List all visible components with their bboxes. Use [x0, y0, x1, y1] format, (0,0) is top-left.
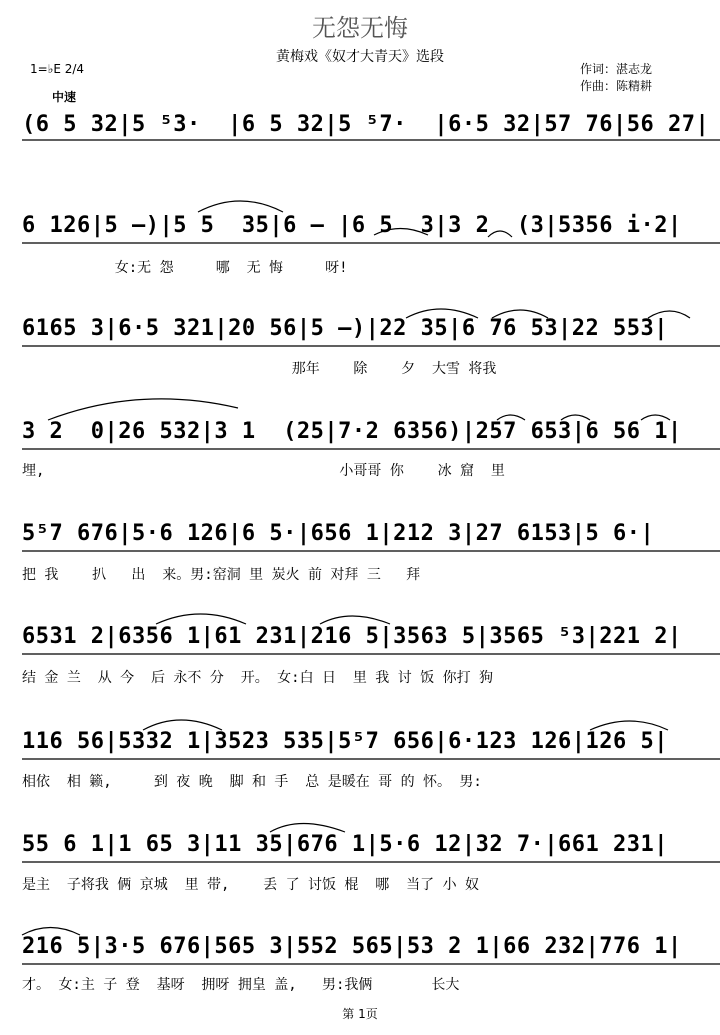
composer-credit: 作曲：陈精耕	[580, 79, 653, 93]
score-row-6	[0, 624, 720, 686]
notation-line: 6165 3|6·5 321|20 56|5 –)|22 35|6 76 53|22 553|	[22, 316, 669, 341]
notation-line: 6531 2|6356 1|61 231|216 5|3563 5|3565 ⁵3|221 2|	[22, 624, 682, 649]
score-row-4	[0, 419, 720, 479]
lyrics-line: 是主 子将我 俩 京城 里 带, 丢 了 讨饭 棍 哪 当了 小 奴	[22, 877, 480, 893]
lyrics-line: 结 金 兰 从 今 后 永不 分 开。 女:白 日 里 我 讨 饭 你打 狗	[22, 670, 494, 686]
score-row-1	[0, 112, 720, 152]
lyrics-line: 把 我 扒 出 来。男:窑洞 里 炭火 前 对拜 三 拜	[22, 567, 421, 583]
notation-line: (6 5 32|5 ⁵3· |6 5 32|5 ⁵7· |6·5 32|57 76|56 27|	[22, 112, 710, 137]
lyrics-line: 埋, 小哥哥 你 冰 窟 里	[22, 463, 505, 479]
page-title: 无怨无悔	[312, 14, 408, 42]
notation-line: 216 5|3·5 676|565 3|552 565|53 2 1|66 232|776 1|	[22, 934, 682, 959]
score-row-8	[0, 832, 720, 893]
notation-line: 5⁵7 676|5·6 126|6 5·|656 1|212 3|27 6153|5 6·|	[22, 521, 655, 546]
notation-line: 3 2 0|26 532|3 1 (25|7·2 6356)|257 653|6 56 1|	[22, 419, 682, 444]
score-row-2	[0, 213, 720, 276]
lyricist-credit: 作词：湛志龙	[580, 62, 653, 76]
lyrics-line: 女:无 怨 哪 无 悔 呀!	[22, 260, 348, 276]
notation-line: 6 126|5 –)|5 5 35|6 – |6 5 3|3 2 (3|5356 i·2|	[22, 213, 682, 238]
score-row-7	[0, 729, 720, 790]
score-row-9	[0, 934, 720, 993]
page-subtitle: 黄梅戏《奴才大青天》选段	[276, 49, 444, 65]
score-row-5	[0, 521, 720, 583]
tempo-marking: 中速	[52, 90, 77, 104]
notation-line: 55 6 1|1 65 3|11 35|676 1|5·6 12|32 7·|661 231|	[22, 832, 669, 857]
notation-line: 116 56|5332 1|3523 535|5⁵7 656|6·123 126|126 5|	[22, 729, 669, 754]
score-row-3	[0, 316, 720, 377]
lyrics-line: 那年 除 夕 大雪 将我	[22, 361, 497, 377]
lyrics-line: 相依 相 籁, 到 夜 晚 脚 和 手 总 是暖在 哥 的 怀。 男:	[22, 774, 482, 790]
key-signature: 1=♭E 2/4	[30, 62, 85, 76]
lyrics-line: 才。 女:主 子 登 基呀 拥呀 拥皇 盖, 男:我俩 长大	[22, 977, 460, 993]
page-number: 第 1页	[342, 1007, 378, 1021]
